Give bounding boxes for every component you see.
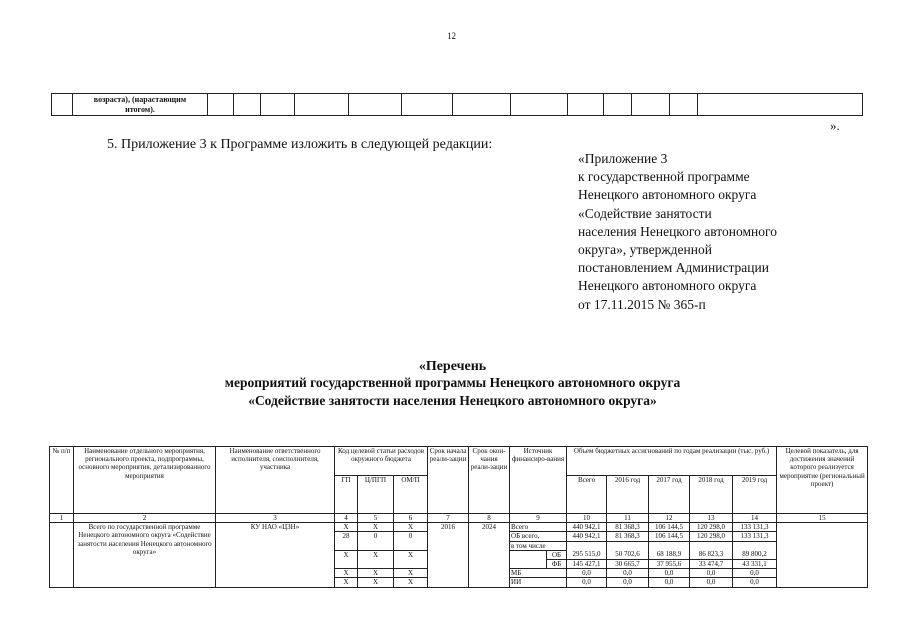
appendix-line: от 17.11.2015 № 365-п xyxy=(578,296,706,312)
header-code: Код целевой статьи расходов окружного бюджета xyxy=(335,447,428,476)
col-num: 10 xyxy=(567,514,607,523)
row-name: Всего по государственной программе Ненецкого автономного округа «Содействие занятости населения Ненецкого автономного округа» xyxy=(74,523,216,587)
cell-subsource: ФБ xyxy=(547,560,567,569)
cell-cp: Х xyxy=(358,523,394,532)
col-num: 7 xyxy=(428,514,469,523)
cell-2017: 0,0 xyxy=(649,569,690,578)
cell-cp: Х xyxy=(358,550,394,559)
header-2019: 2019 год xyxy=(733,476,777,514)
cell-total: 295 515,0 xyxy=(567,550,607,559)
cell-subsource: ОБ xyxy=(547,550,567,559)
header-2017: 2017 год xyxy=(649,476,690,514)
cell-2016: 81 368,3 xyxy=(607,532,649,541)
cell-cp: 0 xyxy=(358,532,394,541)
cell-gp: Х xyxy=(335,550,358,559)
cell-2017: 37 955,6 xyxy=(649,560,690,569)
cell-2019: 133 131,3 xyxy=(733,532,777,541)
col-num: 6 xyxy=(394,514,428,523)
cell-2019 xyxy=(733,541,777,550)
cell-om: Х xyxy=(394,578,428,587)
row-executor: КУ НАО «ЦЗН» xyxy=(216,523,335,587)
col-num: 12 xyxy=(649,514,690,523)
cell-om: Х xyxy=(394,550,428,559)
cell-2017: 68 188,9 xyxy=(649,550,690,559)
closing-quote: ». xyxy=(830,118,840,133)
appendix-line: «Содействие занятости xyxy=(578,205,712,221)
cell-2016: 0,0 xyxy=(607,569,649,578)
cell-2019: 0,0 xyxy=(733,569,777,578)
col-num: 2 xyxy=(74,514,216,523)
cell-source xyxy=(510,550,547,568)
cell-2016: 81 368,3 xyxy=(607,523,649,532)
cell-total: 440 942,1 xyxy=(567,532,607,541)
cell-2019: 133 131,3 xyxy=(733,523,777,532)
row-num-cell xyxy=(50,523,74,587)
fragment-row xyxy=(52,94,863,116)
cell-source: МБ xyxy=(510,569,567,578)
cell-gp: Х xyxy=(335,569,358,578)
cell-2017 xyxy=(649,541,690,550)
cell-source: ОБ всего, xyxy=(510,532,567,541)
row-target xyxy=(777,523,868,587)
col-num: 1 xyxy=(50,514,74,523)
col-num: 8 xyxy=(469,514,510,523)
cell-2016: 0,0 xyxy=(607,578,649,587)
col-num: 11 xyxy=(607,514,649,523)
header-executor: Наименование ответственного исполнителя, соисполнителя, участника xyxy=(216,447,335,514)
cell-cp xyxy=(358,560,394,569)
row-end: 2024 xyxy=(469,523,510,587)
cell-om: Х xyxy=(394,523,428,532)
cell-2017: 106 144,5 xyxy=(649,523,690,532)
cell-2017: 106 144,5 xyxy=(649,532,690,541)
cell-total: 145 427,1 xyxy=(567,560,607,569)
cell-2016: 30 665,7 xyxy=(607,560,649,569)
cell-2019: 89 800,2 xyxy=(733,550,777,559)
col-num: 14 xyxy=(733,514,777,523)
cell-2018: 120 298,0 xyxy=(690,532,733,541)
cell-source: в том числе xyxy=(510,541,567,550)
cell-source: Всего xyxy=(510,523,567,532)
cell-cp xyxy=(358,541,394,550)
cell-2018: 33 474,7 xyxy=(690,560,733,569)
document-title-line3: «Содействие занятости населения Ненецкого автономного округа» xyxy=(248,393,657,408)
header-end: Срок окон-чания реали-зации xyxy=(469,447,510,514)
appendix-line: постановлением Администрации xyxy=(578,260,769,276)
cell-2017: 0,0 xyxy=(649,578,690,587)
header-num: № п/п xyxy=(50,447,74,514)
cell-source: ИИ xyxy=(510,578,567,587)
col-num: 9 xyxy=(510,514,567,523)
cell-total: 0,0 xyxy=(567,569,607,578)
cell-gp: Х xyxy=(335,523,358,532)
col-num: 3 xyxy=(216,514,335,523)
header-2018: 2018 год xyxy=(690,476,733,514)
col-num: 5 xyxy=(358,514,394,523)
cell-om xyxy=(394,541,428,550)
header-budget: Объем бюджетных ассигнований по годам реализации (тыс. руб.) xyxy=(567,447,777,476)
cell-gp: Х xyxy=(335,578,358,587)
col-num: 4 xyxy=(335,514,358,523)
fragment-table xyxy=(51,93,863,116)
program-table xyxy=(49,446,868,588)
appendix-line: населения Ненецкого автономного xyxy=(578,223,777,239)
appendix-line: округа», утвержденной xyxy=(578,242,712,258)
cell-gp xyxy=(335,560,358,569)
cell-2016: 50 702,6 xyxy=(607,550,649,559)
cell-total xyxy=(567,541,607,550)
appendix-line: Ненецкого автономного округа xyxy=(578,278,757,294)
header-gp: ГП xyxy=(335,476,358,514)
cell-2018: 120 298,0 xyxy=(690,523,733,532)
cell-om: Х xyxy=(394,569,428,578)
table-row xyxy=(50,523,868,532)
header-total: Всего xyxy=(567,476,607,514)
cell-gp xyxy=(335,541,358,550)
header-om: ОМ/П xyxy=(394,476,428,514)
header-row xyxy=(50,447,868,476)
appendix-line: «Приложение 3 xyxy=(578,151,668,166)
header-name: Наименование отдельного мероприятия, регионального проекта, подпрограммы, основного мероприятия, детализированного мероприятия xyxy=(74,447,216,514)
section-heading: 5. Приложение 3 к Программе изложить в следующей редакции: xyxy=(107,137,493,152)
cell-cp: Х xyxy=(358,569,394,578)
cell-total: 440 942,1 xyxy=(567,523,607,532)
fragment-text: возраста), (нарастающим итогом). xyxy=(73,94,208,116)
cell-total: 0,0 xyxy=(567,578,607,587)
cell-gp: 28 xyxy=(335,532,358,541)
cell-cp: Х xyxy=(358,578,394,587)
header-cp: Ц/ПГП xyxy=(358,476,394,514)
cell-om xyxy=(394,560,428,569)
appendix-line: к государственной программе xyxy=(578,169,750,185)
cell-2019: 0,0 xyxy=(733,578,777,587)
cell-2018 xyxy=(690,541,733,550)
row-start: 2016 xyxy=(428,523,469,587)
header-start: Срок начала реали-зации xyxy=(428,447,469,514)
cell-2018: 0,0 xyxy=(690,569,733,578)
header-2016: 2016 год xyxy=(607,476,649,514)
cell-2018: 86 823,3 xyxy=(690,550,733,559)
col-num: 13 xyxy=(690,514,733,523)
appendix-line: Ненецкого автономного округа xyxy=(578,187,757,203)
appendix-block xyxy=(578,150,777,314)
cell-2016 xyxy=(607,541,649,550)
page-number: 12 xyxy=(447,31,456,41)
col-num: 15 xyxy=(777,514,868,523)
cell-om: 0 xyxy=(394,532,428,541)
document-title-line2: мероприятий государственной программы Ненецкого автономного округа xyxy=(224,375,681,390)
column-numbers-row xyxy=(50,514,868,523)
cell-2018: 0,0 xyxy=(690,578,733,587)
header-target: Целевой показатель, для достижения значений которого реализуется мероприятие (региональный проект) xyxy=(777,447,868,514)
document-title-line1: «Перечень xyxy=(418,359,487,374)
cell-2019: 43 331,1 xyxy=(733,560,777,569)
header-source: Источник финансиро-вания xyxy=(510,447,567,514)
